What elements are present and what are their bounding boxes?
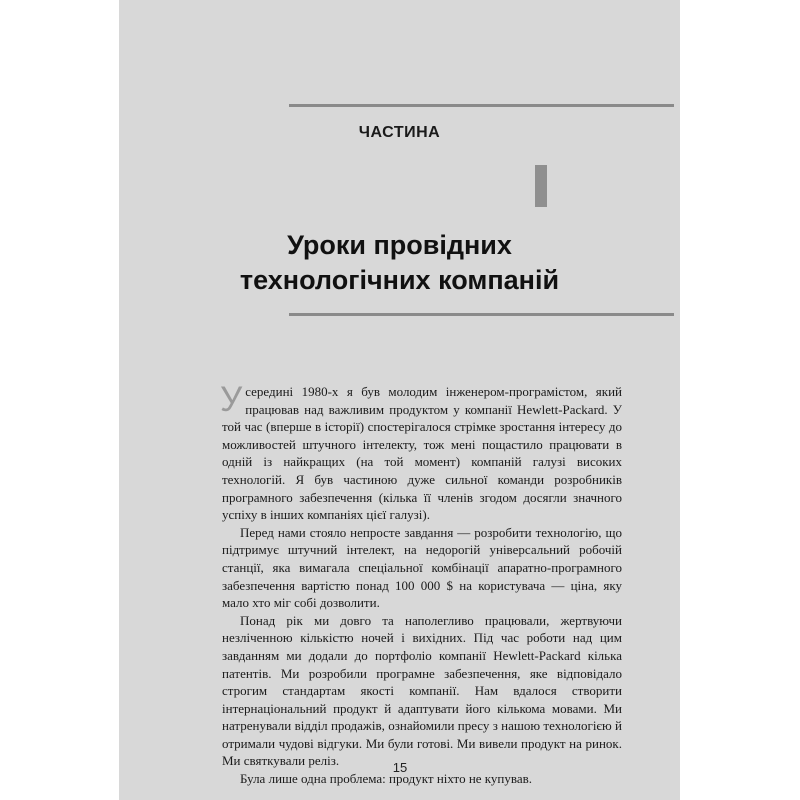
bottom-rule [289,313,674,316]
chapter-title-line-1: Уроки провідних [287,230,512,260]
paragraph-4: Була лише одна проблема: продукт ніхто не купував. [240,771,533,787]
chapter-title [119,228,680,298]
paragraph-2: Перед нами стояло непросте завдання — розробити технологію, що підтримує штучний інтелект, на недорогій універсальний робочій станції, яка вимагала спеціальної комбінації апаратно-програмного забезпечення вартістю понад 100 000 $ на користувача — ціна, яку мало хто міг собі дозволити. [222,524,622,611]
chapter-title-line-2: технологічних компаній [239,265,560,295]
paragraph-1-text: середині 1980-х я був молодим інженером-програмістом, який працював над важливим продуктом у компанії Hewlett-Packard. У той час (вперше в історії) спостерігалося стрімке зростання інтересу до можливостей штучного інтелекту, тож мені пощастило працювати в одній із найкращих (на той момент) компаній галузі високих технологій. Я був частиною дуже сильної команди розробників програмного забезпечення (кілька її членів згодом досягли значного успіху в інших компаніях цієї галузі). [222,384,622,523]
part-label: ЧАСТИНА [358,124,441,141]
paragraph-3: Понад рік ми довго та наполегливо працювали, жертвуючи незліченною кількістю ночей і вихідних. Під час роботи над цим завданням ми додали до портфоліо компанії Hewlett-Packard кілька патентів. Ми розробили програмне забезпечення, яке відповідало строгим стандартам якості компанії. Нам вдалося створити інтернаціональний продукт й адаптувати його кількома мовами. Ми натренували відділ продажів, ознайомили пресу з нашою технологією й отримали чудові відгуки. Ми були готові. Ми вивели продукт на ринок. Ми святкували реліз. [222,612,622,769]
paragraph-1 [220,380,622,524]
page-number: 15 [392,760,408,775]
top-rule [289,104,674,107]
part-numeral [535,165,547,207]
body-text [220,380,622,788]
drop-cap: У [220,380,243,419]
